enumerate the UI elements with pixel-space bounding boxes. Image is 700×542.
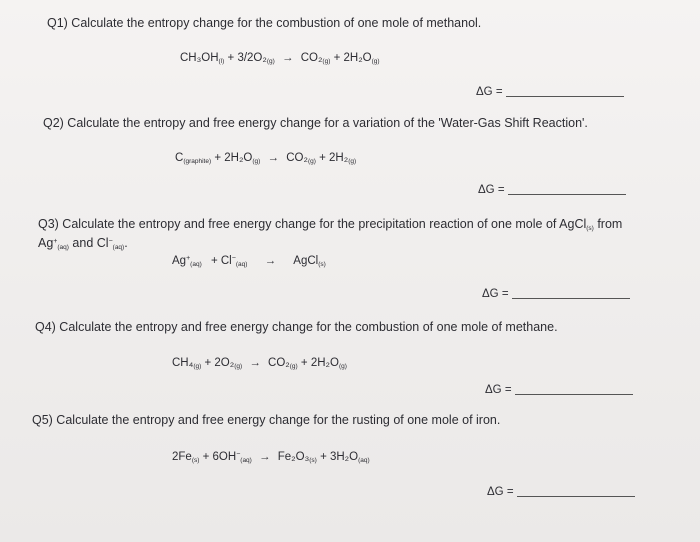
q1-reactant-2-state: (g) xyxy=(266,58,275,65)
q3-product-1: AgCl xyxy=(293,255,319,267)
q3-reactant-2-state: (aq) xyxy=(235,261,248,268)
q5-answer-blank[interactable] xyxy=(517,496,635,497)
question-3-text-line-2 xyxy=(38,236,128,251)
q5-reactant-2: + 6OH xyxy=(202,451,237,463)
q1-reactant-2: + 3/2O₂ xyxy=(227,52,267,64)
q3-reactant-1-state: (aq) xyxy=(190,261,202,268)
q4-reactant-2: + 2O₂ xyxy=(204,357,235,369)
q1-product-2: + 2H₂O xyxy=(333,52,372,64)
q3-text-end: from xyxy=(593,217,623,231)
q2-reactant-2: + 2H₂O xyxy=(214,152,253,164)
q3-answer-blank[interactable] xyxy=(512,298,630,299)
q5-product-1: Fe₂O₃ xyxy=(277,451,310,463)
question-4-equation xyxy=(172,357,347,370)
q1-product-1-state: (g) xyxy=(322,58,331,65)
q2-answer-blank[interactable] xyxy=(508,194,626,195)
q3-arrow-icon: → xyxy=(264,255,277,267)
question-2-equation xyxy=(175,152,356,165)
question-1-equation xyxy=(180,52,380,65)
question-3-text xyxy=(38,217,622,232)
question-2-delta-g xyxy=(478,184,626,196)
q3-line2-cl: and Cl xyxy=(68,236,109,250)
q2-product-1: CO₂ xyxy=(286,152,308,164)
q3-text-main: Q3) Calculate the entropy and free energy change for the precipitation reaction of one mole of AgCl xyxy=(38,217,587,231)
q3-line2-ag-state: (aq) xyxy=(57,244,69,251)
q3-text-state: (s) xyxy=(586,225,594,232)
q5-product-2-state: (aq) xyxy=(358,457,370,464)
q1-delta-g-label: ΔG = xyxy=(476,86,503,98)
q3-delta-g-label: ΔG = xyxy=(482,288,509,300)
q3-line2-period: . xyxy=(124,236,128,250)
q2-reactant-2-state: (g) xyxy=(252,158,261,165)
q5-reactant-2-charge: − xyxy=(236,451,241,458)
q5-product-2: + 3H₂O xyxy=(320,451,359,463)
question-4-delta-g xyxy=(485,384,633,396)
q2-product-2-state: (g) xyxy=(348,158,357,165)
q3-line2-ag: Ag xyxy=(38,236,54,250)
q3-reactant-1: Ag xyxy=(172,255,187,267)
question-1-delta-g xyxy=(476,86,624,98)
q3-line2-cl-state: (aq) xyxy=(112,244,125,251)
q2-product-2: + 2H₂ xyxy=(319,152,349,164)
question-5-delta-g xyxy=(487,486,635,498)
q4-arrow-icon: → xyxy=(249,357,261,369)
question-5-equation xyxy=(172,451,370,464)
question-5-text: Q5) Calculate the entropy and free energy change for the rusting of one mole of iron. xyxy=(32,413,501,427)
q1-arrow-icon: → xyxy=(282,52,294,64)
q1-reactant-1-state: (l) xyxy=(218,58,225,65)
q3-reactant-2-charge: − xyxy=(231,255,236,262)
q5-arrow-icon: → xyxy=(259,451,271,463)
q4-reactant-1: CH₄ xyxy=(172,357,194,369)
q4-answer-blank[interactable] xyxy=(515,394,633,395)
q1-answer-blank[interactable] xyxy=(506,96,624,97)
q1-reactant-1: CH₃OH xyxy=(180,52,219,64)
q4-delta-g-label: ΔG = xyxy=(485,384,512,396)
q1-product-1: CO₂ xyxy=(300,52,323,64)
q2-arrow-icon: → xyxy=(267,152,280,164)
q4-product-2-state: (g) xyxy=(338,363,347,370)
q5-delta-g-label: ΔG = xyxy=(487,486,514,498)
q4-product-1: CO₂ xyxy=(268,357,290,369)
q4-product-2: + 2H₂O xyxy=(300,357,339,369)
q3-line2-cl-charge: − xyxy=(108,238,113,245)
q5-reactant-1: 2Fe xyxy=(172,451,192,463)
q3-reactant-2: + Cl xyxy=(210,255,232,267)
q3-line2-ag-charge: + xyxy=(53,238,58,245)
question-2-text: Q2) Calculate the entropy and free energy change for a variation of the 'Water-Gas Shift Reaction'. xyxy=(43,116,588,130)
q5-reactant-1-state: (s) xyxy=(191,457,200,464)
question-4-text: Q4) Calculate the entropy and free energy change for the combustion of one mole of methane. xyxy=(35,320,558,334)
q2-reactant-1-state: (graphite) xyxy=(183,158,212,165)
q2-delta-g-label: ΔG = xyxy=(478,184,505,196)
q2-product-1-state: (g) xyxy=(307,158,316,165)
q1-product-2-state: (g) xyxy=(371,58,380,65)
q4-reactant-1-state: (g) xyxy=(193,363,202,370)
q5-reactant-2-state: (aq) xyxy=(240,457,252,464)
q4-reactant-2-state: (g) xyxy=(234,363,243,370)
q4-product-1-state: (g) xyxy=(289,363,298,370)
q5-product-1-state: (s) xyxy=(309,457,317,464)
q3-reactant-1-charge: + xyxy=(186,255,191,262)
question-3-delta-g xyxy=(482,288,630,300)
question-3-equation xyxy=(172,255,326,268)
q3-product-1-state: (s) xyxy=(318,261,326,268)
q2-reactant-1: C xyxy=(175,152,184,164)
question-1-text: Q1) Calculate the entropy change for the combustion of one mole of methanol. xyxy=(47,16,482,30)
